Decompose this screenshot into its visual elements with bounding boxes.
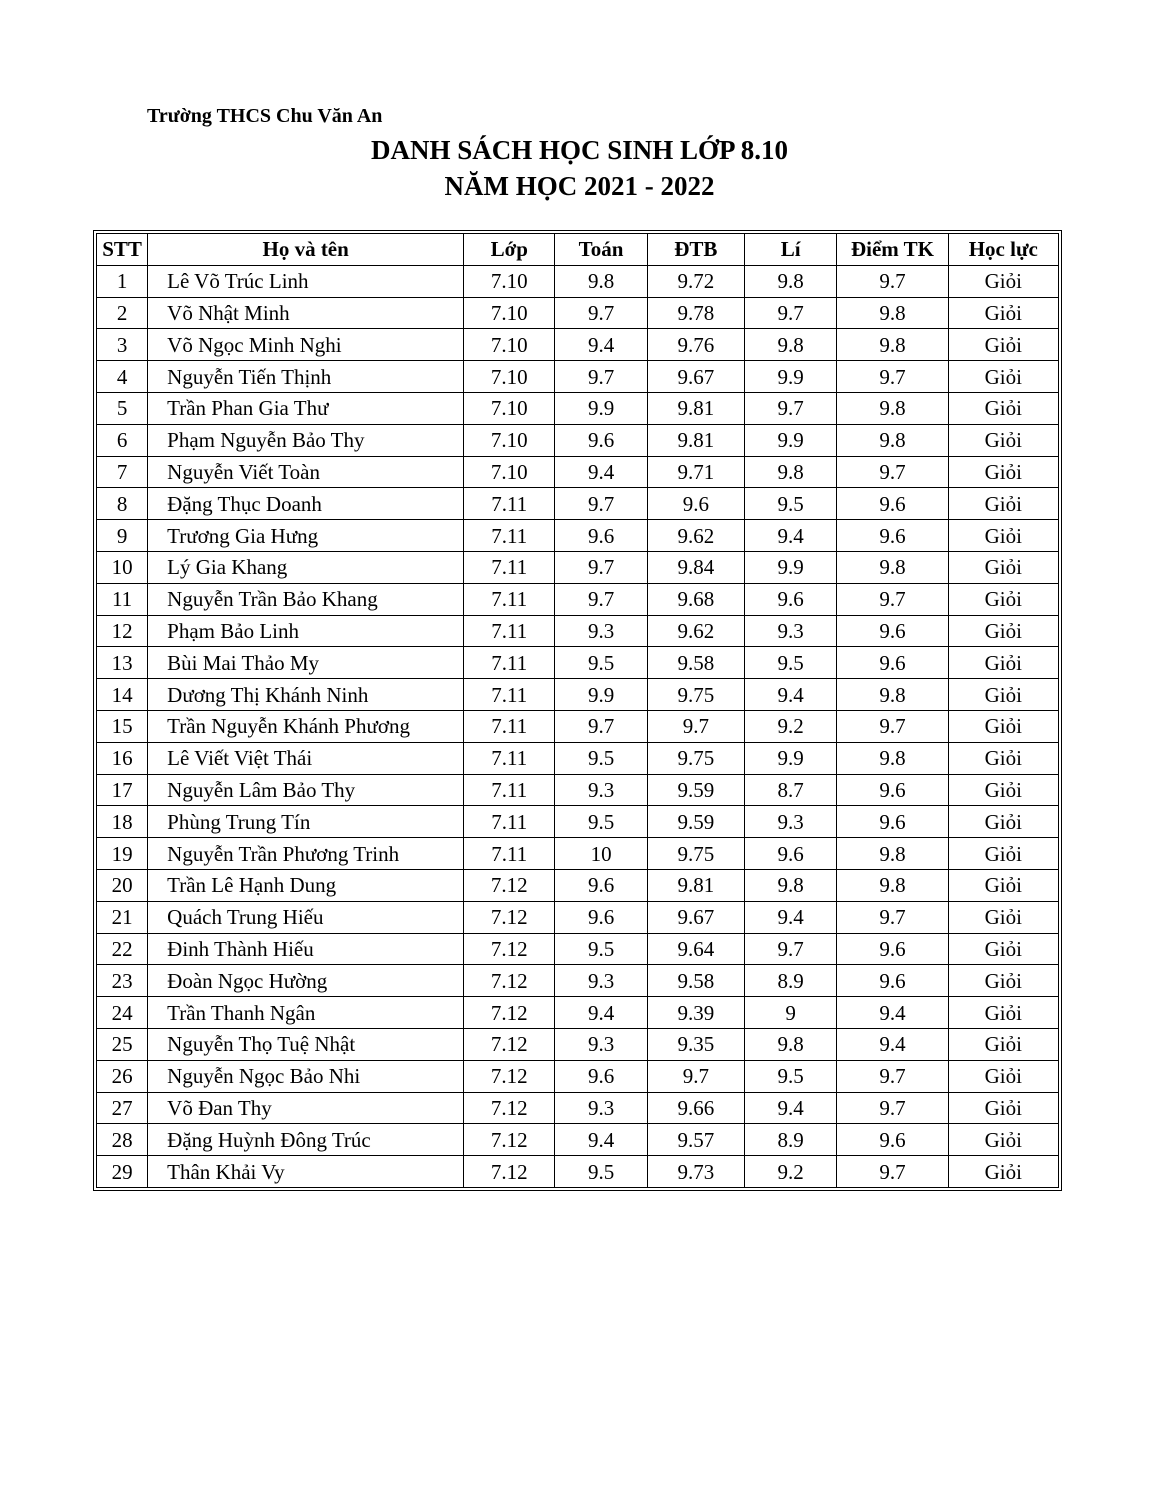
rank-cell: Giỏi — [948, 901, 1058, 933]
rank-cell: Giỏi — [948, 1028, 1058, 1060]
class-cell: 7.12 — [464, 1156, 555, 1188]
rank-cell: Giỏi — [948, 615, 1058, 647]
math-cell: 9.5 — [555, 933, 647, 965]
final-score-cell: 9.7 — [837, 1092, 948, 1124]
class-cell: 7.12 — [464, 1060, 555, 1092]
name-cell: Đặng Thục Doanh — [148, 488, 464, 520]
column-header-final-score: Điểm TK — [837, 234, 948, 266]
column-header-physics: Lí — [745, 234, 837, 266]
math-cell: 9.7 — [555, 361, 647, 393]
average-cell: 9.39 — [647, 997, 744, 1029]
table-row — [97, 329, 1059, 361]
class-cell: 7.12 — [464, 1028, 555, 1060]
final-score-cell: 9.8 — [837, 551, 948, 583]
average-cell: 9.59 — [647, 806, 744, 838]
name-cell: Thân Khải Vy — [148, 1156, 464, 1188]
name-cell: Nguyễn Viết Toàn — [148, 456, 464, 488]
stt-cell: 14 — [97, 679, 148, 711]
math-cell: 9.7 — [555, 710, 647, 742]
physics-cell: 9.8 — [745, 1028, 837, 1060]
physics-cell: 9.7 — [745, 392, 837, 424]
stt-cell: 24 — [97, 997, 148, 1029]
final-score-cell: 9.4 — [837, 1028, 948, 1060]
stt-cell: 23 — [97, 965, 148, 997]
rank-cell: Giỏi — [948, 838, 1058, 870]
rank-cell: Giỏi — [948, 1124, 1058, 1156]
average-cell: 9.7 — [647, 710, 744, 742]
average-cell: 9.68 — [647, 583, 744, 615]
physics-cell: 9.6 — [745, 583, 837, 615]
class-cell: 7.12 — [464, 933, 555, 965]
final-score-cell: 9.6 — [837, 774, 948, 806]
average-cell: 9.75 — [647, 838, 744, 870]
name-cell: Phùng Trung Tín — [148, 806, 464, 838]
name-cell: Nguyễn Tiến Thịnh — [148, 361, 464, 393]
physics-cell: 9.3 — [745, 806, 837, 838]
class-cell: 7.11 — [464, 806, 555, 838]
average-cell: 9.81 — [647, 424, 744, 456]
stt-cell: 21 — [97, 901, 148, 933]
table-row — [97, 710, 1059, 742]
final-score-cell: 9.4 — [837, 997, 948, 1029]
stt-cell: 9 — [97, 520, 148, 552]
table-body — [97, 265, 1059, 1187]
class-cell: 7.11 — [464, 838, 555, 870]
rank-cell: Giỏi — [948, 488, 1058, 520]
column-header-average: ĐTB — [647, 234, 744, 266]
name-cell: Võ Đan Thy — [148, 1092, 464, 1124]
class-cell: 7.11 — [464, 615, 555, 647]
final-score-cell: 9.8 — [837, 329, 948, 361]
stt-cell: 19 — [97, 838, 148, 870]
rank-cell: Giỏi — [948, 392, 1058, 424]
math-cell: 9.9 — [555, 392, 647, 424]
name-cell: Võ Nhật Minh — [148, 297, 464, 329]
math-cell: 10 — [555, 838, 647, 870]
class-cell: 7.10 — [464, 329, 555, 361]
table-row — [97, 1124, 1059, 1156]
physics-cell: 9.4 — [745, 1092, 837, 1124]
math-cell: 9.9 — [555, 679, 647, 711]
rank-cell: Giỏi — [948, 297, 1058, 329]
final-score-cell: 9.6 — [837, 1124, 948, 1156]
table-row — [97, 742, 1059, 774]
rank-cell: Giỏi — [948, 583, 1058, 615]
average-cell: 9.7 — [647, 1060, 744, 1092]
rank-cell: Giỏi — [948, 869, 1058, 901]
rank-cell: Giỏi — [948, 520, 1058, 552]
class-cell: 7.11 — [464, 583, 555, 615]
average-cell: 9.75 — [647, 679, 744, 711]
average-cell: 9.59 — [647, 774, 744, 806]
rank-cell: Giỏi — [948, 361, 1058, 393]
name-cell: Võ Ngọc Minh Nghi — [148, 329, 464, 361]
table-row — [97, 806, 1059, 838]
final-score-cell: 9.6 — [837, 965, 948, 997]
final-score-cell: 9.8 — [837, 297, 948, 329]
name-cell: Nguyễn Trần Bảo Khang — [148, 583, 464, 615]
table-row — [97, 838, 1059, 870]
table-row — [97, 1092, 1059, 1124]
table-row — [97, 297, 1059, 329]
stt-cell: 13 — [97, 647, 148, 679]
table-row — [97, 997, 1059, 1029]
name-cell: Trương Gia Hưng — [148, 520, 464, 552]
student-table-frame — [93, 230, 1062, 1191]
name-cell: Nguyễn Ngọc Bảo Nhi — [148, 1060, 464, 1092]
final-score-cell: 9.6 — [837, 615, 948, 647]
column-header-class: Lớp — [464, 234, 555, 266]
class-cell: 7.12 — [464, 997, 555, 1029]
class-cell: 7.11 — [464, 520, 555, 552]
average-cell: 9.62 — [647, 520, 744, 552]
name-cell: Phạm Bảo Linh — [148, 615, 464, 647]
math-cell: 9.6 — [555, 520, 647, 552]
physics-cell: 9.5 — [745, 488, 837, 520]
rank-cell: Giỏi — [948, 933, 1058, 965]
name-cell: Nguyễn Thọ Tuệ Nhật — [148, 1028, 464, 1060]
final-score-cell: 9.7 — [837, 1156, 948, 1188]
physics-cell: 9.7 — [745, 297, 837, 329]
average-cell: 9.72 — [647, 265, 744, 297]
class-cell: 7.10 — [464, 456, 555, 488]
final-score-cell: 9.8 — [837, 392, 948, 424]
student-table — [96, 233, 1059, 1188]
physics-cell: 8.7 — [745, 774, 837, 806]
table-row — [97, 615, 1059, 647]
document-title: DANH SÁCH HỌC SINH LỚP 8.10 — [370, 135, 789, 165]
physics-cell: 8.9 — [745, 1124, 837, 1156]
final-score-cell: 9.6 — [837, 933, 948, 965]
stt-cell: 17 — [97, 774, 148, 806]
name-cell: Trần Phan Gia Thư — [148, 392, 464, 424]
final-score-cell: 9.6 — [837, 647, 948, 679]
math-cell: 9.3 — [555, 615, 647, 647]
class-cell: 7.10 — [464, 297, 555, 329]
math-cell: 9.6 — [555, 901, 647, 933]
final-score-cell: 9.8 — [837, 742, 948, 774]
math-cell: 9.6 — [555, 424, 647, 456]
physics-cell: 9.9 — [745, 361, 837, 393]
class-cell: 7.12 — [464, 869, 555, 901]
stt-cell: 25 — [97, 1028, 148, 1060]
math-cell: 9.6 — [555, 869, 647, 901]
table-header-row — [97, 234, 1059, 266]
stt-cell: 8 — [97, 488, 148, 520]
stt-cell: 3 — [97, 329, 148, 361]
physics-cell: 9.9 — [745, 742, 837, 774]
class-cell: 7.11 — [464, 679, 555, 711]
average-cell: 9.67 — [647, 361, 744, 393]
stt-cell: 11 — [97, 583, 148, 615]
table-row — [97, 488, 1059, 520]
table-row — [97, 869, 1059, 901]
table-row — [97, 1028, 1059, 1060]
column-header-math: Toán — [555, 234, 647, 266]
math-cell: 9.5 — [555, 806, 647, 838]
physics-cell: 9.4 — [745, 520, 837, 552]
name-cell: Trần Thanh Ngân — [148, 997, 464, 1029]
physics-cell: 9.4 — [745, 901, 837, 933]
average-cell: 9.73 — [647, 1156, 744, 1188]
physics-cell: 9.9 — [745, 424, 837, 456]
stt-cell: 2 — [97, 297, 148, 329]
name-cell: Phạm Nguyễn Bảo Thy — [148, 424, 464, 456]
table-row — [97, 774, 1059, 806]
final-score-cell: 9.6 — [837, 520, 948, 552]
name-cell: Lý Gia Khang — [148, 551, 464, 583]
final-score-cell: 9.7 — [837, 456, 948, 488]
table-row — [97, 361, 1059, 393]
stt-cell: 27 — [97, 1092, 148, 1124]
class-cell: 7.12 — [464, 1124, 555, 1156]
final-score-cell: 9.7 — [837, 710, 948, 742]
column-header-rank: Học lực — [948, 234, 1058, 266]
average-cell: 9.58 — [647, 965, 744, 997]
math-cell: 9.4 — [555, 329, 647, 361]
rank-cell: Giỏi — [948, 265, 1058, 297]
stt-cell: 18 — [97, 806, 148, 838]
physics-cell: 9.2 — [745, 1156, 837, 1188]
table-row — [97, 583, 1059, 615]
math-cell: 9.4 — [555, 997, 647, 1029]
table-row — [97, 1060, 1059, 1092]
final-score-cell: 9.8 — [837, 838, 948, 870]
class-cell: 7.11 — [464, 710, 555, 742]
final-score-cell: 9.6 — [837, 488, 948, 520]
average-cell: 9.84 — [647, 551, 744, 583]
class-cell: 7.11 — [464, 551, 555, 583]
final-score-cell: 9.7 — [837, 583, 948, 615]
physics-cell: 9.5 — [745, 1060, 837, 1092]
rank-cell: Giỏi — [948, 456, 1058, 488]
physics-cell: 9.9 — [745, 551, 837, 583]
rank-cell: Giỏi — [948, 1060, 1058, 1092]
average-cell: 9.64 — [647, 933, 744, 965]
stt-cell: 22 — [97, 933, 148, 965]
final-score-cell: 9.6 — [837, 806, 948, 838]
rank-cell: Giỏi — [948, 1156, 1058, 1188]
math-cell: 9.3 — [555, 1092, 647, 1124]
column-header-name: Họ và tên — [148, 234, 464, 266]
stt-cell: 12 — [97, 615, 148, 647]
table-row — [97, 901, 1059, 933]
average-cell: 9.76 — [647, 329, 744, 361]
final-score-cell: 9.8 — [837, 424, 948, 456]
math-cell: 9.4 — [555, 1124, 647, 1156]
math-cell: 9.3 — [555, 774, 647, 806]
name-cell: Trần Lê Hạnh Dung — [148, 869, 464, 901]
average-cell: 9.66 — [647, 1092, 744, 1124]
class-cell: 7.12 — [464, 965, 555, 997]
table-row — [97, 1156, 1059, 1188]
name-cell: Đinh Thành Hiếu — [148, 933, 464, 965]
class-cell: 7.10 — [464, 392, 555, 424]
physics-cell: 9.8 — [745, 265, 837, 297]
physics-cell: 8.9 — [745, 965, 837, 997]
average-cell: 9.67 — [647, 901, 744, 933]
average-cell: 9.75 — [647, 742, 744, 774]
name-cell: Lê Viết Việt Thái — [148, 742, 464, 774]
final-score-cell: 9.7 — [837, 361, 948, 393]
class-cell: 7.11 — [464, 774, 555, 806]
physics-cell: 9.5 — [745, 647, 837, 679]
average-cell: 9.62 — [647, 615, 744, 647]
physics-cell: 9.2 — [745, 710, 837, 742]
name-cell: Nguyễn Lâm Bảo Thy — [148, 774, 464, 806]
final-score-cell: 9.8 — [837, 869, 948, 901]
rank-cell: Giỏi — [948, 774, 1058, 806]
math-cell: 9.4 — [555, 456, 647, 488]
math-cell: 9.5 — [555, 647, 647, 679]
table-row — [97, 520, 1059, 552]
stt-cell: 1 — [97, 265, 148, 297]
stt-cell: 7 — [97, 456, 148, 488]
average-cell: 9.71 — [647, 456, 744, 488]
final-score-cell: 9.7 — [837, 265, 948, 297]
stt-cell: 15 — [97, 710, 148, 742]
name-cell: Đặng Huỳnh Đông Trúc — [148, 1124, 464, 1156]
rank-cell: Giỏi — [948, 424, 1058, 456]
stt-cell: 16 — [97, 742, 148, 774]
stt-cell: 4 — [97, 361, 148, 393]
math-cell: 9.7 — [555, 551, 647, 583]
table-row — [97, 424, 1059, 456]
name-cell: Đoàn Ngọc Hường — [148, 965, 464, 997]
rank-cell: Giỏi — [948, 679, 1058, 711]
class-cell: 7.11 — [464, 742, 555, 774]
stt-cell: 10 — [97, 551, 148, 583]
name-cell: Nguyễn Trần Phương Trinh — [148, 838, 464, 870]
math-cell: 9.7 — [555, 488, 647, 520]
class-cell: 7.10 — [464, 361, 555, 393]
math-cell: 9.5 — [555, 1156, 647, 1188]
final-score-cell: 9.7 — [837, 1060, 948, 1092]
stt-cell: 26 — [97, 1060, 148, 1092]
class-cell: 7.11 — [464, 647, 555, 679]
table-row — [97, 265, 1059, 297]
physics-cell: 9.6 — [745, 838, 837, 870]
stt-cell: 20 — [97, 869, 148, 901]
table-row — [97, 392, 1059, 424]
math-cell: 9.5 — [555, 742, 647, 774]
table-row — [97, 679, 1059, 711]
rank-cell: Giỏi — [948, 329, 1058, 361]
average-cell: 9.35 — [647, 1028, 744, 1060]
rank-cell: Giỏi — [948, 710, 1058, 742]
math-cell: 9.6 — [555, 1060, 647, 1092]
table-row — [97, 551, 1059, 583]
rank-cell: Giỏi — [948, 742, 1058, 774]
class-cell: 7.12 — [464, 901, 555, 933]
stt-cell: 5 — [97, 392, 148, 424]
math-cell: 9.7 — [555, 583, 647, 615]
table-row — [97, 933, 1059, 965]
name-cell: Quách Trung Hiếu — [148, 901, 464, 933]
math-cell: 9.3 — [555, 965, 647, 997]
average-cell: 9.58 — [647, 647, 744, 679]
table-row — [97, 456, 1059, 488]
average-cell: 9.78 — [647, 297, 744, 329]
stt-cell: 29 — [97, 1156, 148, 1188]
school-year-title: NĂM HỌC 2021 - 2022 — [444, 171, 715, 201]
school-name: Trường THCS Chu Văn An — [147, 105, 383, 127]
physics-cell: 9.3 — [745, 615, 837, 647]
rank-cell: Giỏi — [948, 551, 1058, 583]
class-cell: 7.10 — [464, 265, 555, 297]
rank-cell: Giỏi — [948, 647, 1058, 679]
stt-cell: 28 — [97, 1124, 148, 1156]
physics-cell: 9.4 — [745, 679, 837, 711]
name-cell: Trần Nguyễn Khánh Phương — [148, 710, 464, 742]
average-cell: 9.57 — [647, 1124, 744, 1156]
name-cell: Bùi Mai Thảo My — [148, 647, 464, 679]
final-score-cell: 9.8 — [837, 679, 948, 711]
physics-cell: 9 — [745, 997, 837, 1029]
stt-cell: 6 — [97, 424, 148, 456]
class-cell: 7.10 — [464, 424, 555, 456]
math-cell: 9.8 — [555, 265, 647, 297]
rank-cell: Giỏi — [948, 806, 1058, 838]
average-cell: 9.6 — [647, 488, 744, 520]
physics-cell: 9.8 — [745, 869, 837, 901]
column-header-stt: STT — [97, 234, 148, 266]
math-cell: 9.3 — [555, 1028, 647, 1060]
physics-cell: 9.8 — [745, 456, 837, 488]
physics-cell: 9.8 — [745, 329, 837, 361]
table-row — [97, 965, 1059, 997]
final-score-cell: 9.7 — [837, 901, 948, 933]
class-cell: 7.12 — [464, 1092, 555, 1124]
class-cell: 7.11 — [464, 488, 555, 520]
math-cell: 9.7 — [555, 297, 647, 329]
average-cell: 9.81 — [647, 392, 744, 424]
name-cell: Lê Võ Trúc Linh — [148, 265, 464, 297]
name-cell: Dương Thị Khánh Ninh — [148, 679, 464, 711]
rank-cell: Giỏi — [948, 997, 1058, 1029]
rank-cell: Giỏi — [948, 1092, 1058, 1124]
average-cell: 9.81 — [647, 869, 744, 901]
table-row — [97, 647, 1059, 679]
physics-cell: 9.7 — [745, 933, 837, 965]
rank-cell: Giỏi — [948, 965, 1058, 997]
